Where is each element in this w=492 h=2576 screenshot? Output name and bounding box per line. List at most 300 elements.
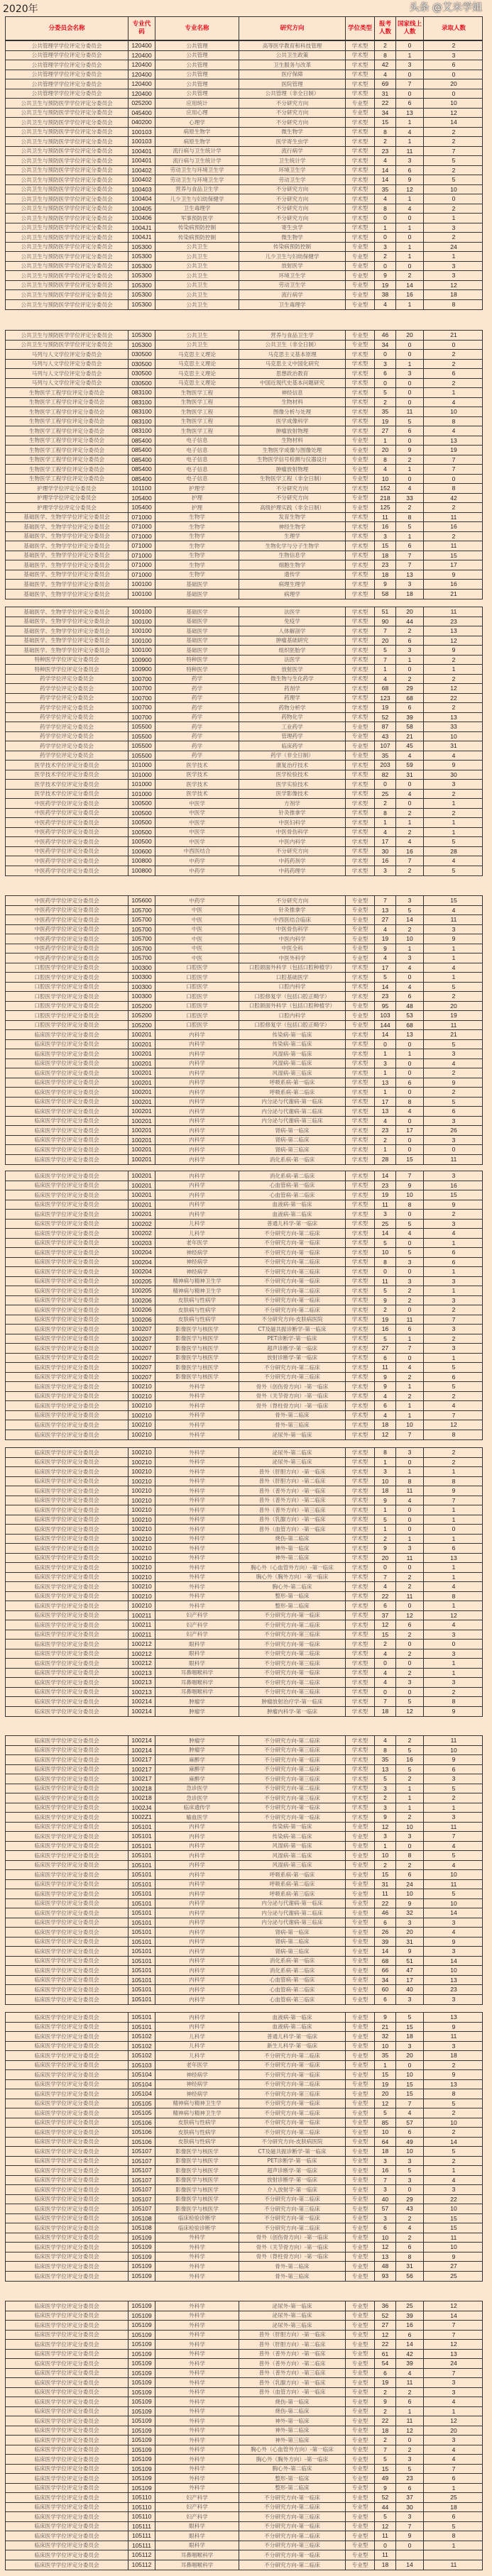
cell-direction: 心血管病-第三临床: [239, 1995, 345, 2005]
cell-committee: 临床医学学位评定分委员会: [34, 2167, 99, 2174]
cell-code: 083100: [128, 388, 155, 397]
cell-committee: 临床医学学位评定分委员会: [34, 1098, 99, 1105]
cell-major: 眼科学: [155, 1640, 239, 1649]
cell-admitted: 14: [423, 118, 483, 127]
cell-applicants: 2: [374, 799, 395, 808]
cell-above-line: 42: [395, 2350, 423, 2359]
cell-committee: 生物医学工程学位评定分委员会: [28, 437, 105, 444]
cell-applicants: 69: [374, 79, 395, 89]
cell-code: 100210: [128, 1496, 155, 1505]
cell-applicants: 103: [374, 1011, 395, 1020]
table-row: [6, 341, 482, 350]
cell-above-line: 20: [395, 607, 423, 617]
cell-applicants: 28: [374, 1155, 395, 1165]
cell-applicants: 3: [374, 2185, 395, 2194]
cell-code: 100201: [128, 1049, 155, 1058]
cell-direction: 生物材料: [239, 436, 345, 446]
cell-admitted: 6: [423, 1544, 483, 1553]
cell-degree-type: 学术型: [345, 1544, 374, 1553]
cell-admitted: 2: [423, 1068, 483, 1078]
cell-admitted: 9: [423, 761, 483, 770]
cell-admitted: 6: [423, 1107, 483, 1116]
cell-above-line: 15: [395, 1155, 423, 1165]
table-row: [6, 99, 482, 109]
cell-committee: 生物医学工程学位评定分委员会: [28, 465, 105, 472]
table-row: [6, 1136, 482, 1146]
cell-major: 皮肤病与性病学: [155, 1296, 239, 1305]
cell-admitted: 7: [423, 2369, 483, 2378]
cell-applicants: 51: [374, 607, 395, 617]
cell-major: 皮肤病与性病学: [155, 1305, 239, 1315]
cell-direction: 风湿病-第二临床: [239, 1851, 345, 1860]
cell-direction: 不分研究方向-第一临床: [239, 2118, 345, 2128]
cell-committee: 临床医学学位评定分委员会: [34, 2484, 99, 2492]
cell-code: 100100: [128, 607, 155, 617]
table-row: [6, 694, 482, 704]
cell-above-line: 6: [395, 166, 423, 175]
cell-committee: 口腔医学学位评定分委员会: [34, 1002, 99, 1010]
cell-degree-type: 专业型: [345, 2550, 374, 2560]
cell-degree-type: 学术型: [345, 703, 374, 712]
cell-direction: 组织胚胎学: [239, 646, 345, 655]
cell-direction: 不分研究方向-第三临床: [239, 1793, 345, 1803]
cell-applicants: 8: [374, 1746, 395, 1755]
cell-degree-type: 专业型: [345, 1937, 374, 1947]
cell-admitted: 10: [423, 2243, 483, 2252]
cell-applicants: 0: [374, 1659, 395, 1668]
cell-major: 基础医学: [155, 617, 239, 626]
cell-above-line: 7: [395, 1171, 423, 1181]
cell-applicants: 218: [374, 494, 395, 503]
cell-degree-type: 专业型: [345, 2080, 374, 2089]
cell-admitted: 3: [423, 1277, 483, 1286]
cell-direction: 风湿病-第一临床: [239, 1049, 345, 1058]
table-row: [6, 2484, 482, 2494]
cell-direction: 骨外（创伤骨方向）-第一临床: [239, 1382, 345, 1391]
cell-major: 影像医学与核医学: [155, 1344, 239, 1353]
cell-major: 儿少卫生与妇幼保健学: [155, 194, 239, 204]
cell-code: 100201: [128, 1068, 155, 1078]
cell-committee: 临床医学学位评定分委员会: [34, 2465, 99, 2472]
cell-degree-type: 学术型: [345, 426, 374, 436]
header-direction: 研究方向: [239, 17, 345, 40]
cell-degree-type: 学术型: [345, 590, 374, 599]
cell-major: 外科学: [155, 2262, 239, 2271]
cell-major: 公共管理: [155, 51, 239, 60]
cell-above-line: 2: [395, 271, 423, 280]
cell-code: 100213: [128, 1669, 155, 1678]
cell-major: 中医: [155, 906, 239, 915]
table-section: [5, 1735, 483, 2005]
cell-committee: 临床医学学位评定分委员会: [34, 1088, 99, 1095]
cell-committee: 基础医学、生物学学位评定分委员会: [23, 552, 110, 559]
cell-direction: 内分泌与代谢病-第一临床: [239, 1899, 345, 1908]
table-row: [6, 1344, 482, 1354]
cell-admitted: 2: [423, 809, 483, 818]
cell-direction: 针灸推拿学: [239, 906, 345, 915]
cell-committee: 临床医学学位评定分委员会: [34, 1191, 99, 1198]
cell-admitted: 8: [423, 1592, 483, 1601]
cell-committee: 临床医学学位评定分委员会: [34, 1640, 99, 1647]
cell-committee: 临床医学学位评定分委员会: [34, 2081, 99, 2088]
cell-applicants: 20: [374, 2089, 395, 2099]
cell-code: 100203: [128, 1239, 155, 1248]
cell-above-line: 1: [395, 51, 423, 60]
cell-direction: 泌尿外-第一临床: [239, 2301, 345, 2311]
cell-code: 105109: [128, 2445, 155, 2455]
cell-major: 内科学: [155, 2013, 239, 2022]
table-row: [6, 1098, 482, 1107]
cell-code: 105109: [128, 2378, 155, 2387]
cell-degree-type: 专业型: [345, 2426, 374, 2436]
cell-committee: 临床医学学位评定分委员会: [34, 2234, 99, 2241]
table-row: [6, 1870, 482, 1880]
cell-admitted: 1: [423, 214, 483, 223]
cell-committee: 中医药学学位评定分委员会: [34, 809, 99, 817]
cell-applicants: 4: [374, 828, 395, 837]
cell-code: 105200: [128, 1011, 155, 1020]
cell-major: 内科学: [155, 1985, 239, 1994]
cell-direction: 泌尿外-第二临床: [239, 2311, 345, 2321]
cell-committee: 临床医学学位评定分委员会: [34, 1583, 99, 1590]
cell-admitted: 2: [423, 1088, 483, 1097]
cell-degree-type: 学术型: [345, 1145, 374, 1154]
cell-degree-type: 学术型: [345, 156, 374, 165]
cell-above-line: 0: [395, 1145, 423, 1154]
cell-above-line: 6: [395, 703, 423, 712]
cell-applicants: 4: [374, 1117, 395, 1126]
cell-admitted: 30: [423, 770, 483, 780]
cell-applicants: 1: [374, 665, 395, 674]
cell-degree-type: 学术型: [345, 350, 374, 359]
cell-admitted: 15: [423, 896, 483, 905]
cell-major: 马克思主义理论: [155, 360, 239, 369]
cell-direction: 不分研究方向-第三临床: [239, 2204, 345, 2213]
table-row: [6, 1535, 482, 1544]
cell-above-line: 0: [395, 2185, 423, 2194]
cell-applicants: 35: [374, 2051, 395, 2060]
cell-above-line: 0: [395, 1688, 423, 1697]
cell-above-line: 4: [395, 1229, 423, 1238]
cell-degree-type: 学术型: [345, 1078, 374, 1088]
table-row: [6, 1746, 482, 1756]
cell-committee: 临床医学学位评定分委员会: [34, 1478, 99, 1485]
cell-major: 耳鼻咽喉科学: [155, 2550, 239, 2560]
table-row: [6, 2051, 482, 2061]
table-row: [6, 214, 482, 223]
cell-admitted: 5: [423, 1382, 483, 1391]
cell-committee: 临床医学学位评定分委员会: [34, 1137, 99, 1144]
cell-committee: 中医药学学位评定分委员会: [34, 954, 99, 961]
cell-major: 外科学: [155, 1515, 239, 1525]
cell-applicants: 87: [374, 722, 395, 731]
table-row: [6, 1659, 482, 1669]
cell-above-line: 0: [395, 1659, 423, 1668]
cell-degree-type: 专业型: [345, 2484, 374, 2493]
table-row: [6, 2080, 482, 2090]
cell-above-line: 8: [395, 513, 423, 522]
table-row: [6, 722, 482, 732]
cell-code: 100204: [128, 1267, 155, 1276]
cell-committee: 医学技术学位评定分委员会: [34, 771, 99, 778]
cell-direction: 中医骨伤科学: [239, 828, 345, 837]
cell-code: 083100: [128, 417, 155, 426]
cell-committee: 临床医学学位评定分委员会: [34, 1031, 99, 1038]
cell-direction: 神外-第二临床: [239, 1554, 345, 1563]
cell-above-line: 3: [395, 2176, 423, 2185]
cell-degree-type: 专业型: [345, 1947, 374, 1956]
cell-committee: 公共卫生与预防医学学位评定分委员会: [21, 128, 113, 136]
cell-above-line: 7: [395, 551, 423, 560]
cell-code: 100210: [128, 1420, 155, 1430]
cell-code: 105101: [128, 1995, 155, 2005]
cell-code: 100210: [128, 1430, 155, 1440]
table-row: [6, 513, 482, 523]
table-row: [6, 2512, 482, 2522]
cell-applicants: 31: [374, 1880, 395, 1889]
cell-applicants: 18: [374, 2426, 395, 2436]
cell-degree-type: 专业型: [345, 1908, 374, 1918]
cell-admitted: 12: [423, 684, 483, 693]
cell-admitted: 2: [423, 1305, 483, 1315]
cell-major: 马克思主义理论: [155, 379, 239, 388]
cell-code: 105106: [128, 2118, 155, 2128]
cell-above-line: 6: [395, 1078, 423, 1088]
cell-admitted: 3: [423, 1918, 483, 1928]
cell-applicants: 15: [374, 2465, 395, 2474]
cell-above-line: 2: [395, 2233, 423, 2243]
cell-major: 外科学: [155, 1496, 239, 1505]
cell-committee: 临床医学学位评定分委员会: [34, 1525, 99, 1532]
table-row: [6, 1611, 482, 1621]
cell-admitted: 8: [423, 2531, 483, 2541]
cell-admitted: 5: [423, 983, 483, 992]
cell-committee: 临床医学学位评定分委员会: [34, 1431, 99, 1438]
cell-above-line: 31: [395, 2262, 423, 2271]
cell-code: 105700: [128, 934, 155, 944]
cell-code: 105101: [128, 1880, 155, 1889]
cell-major: 肿瘤学: [155, 1746, 239, 1755]
cell-admitted: 1: [423, 2166, 483, 2175]
cell-degree-type: 学术型: [345, 166, 374, 175]
cell-degree-type: 学术型: [345, 828, 374, 837]
cell-above-line: 29: [395, 684, 423, 693]
table-row: [6, 2359, 482, 2369]
cell-major: 影像医学与核医学: [155, 2157, 239, 2166]
cell-committee: 口腔医学学位评定分委员会: [34, 1022, 99, 1029]
cell-committee: 临床医学学位评定分委员会: [34, 2446, 99, 2453]
table-row: [6, 1286, 482, 1296]
cell-degree-type: 专业型: [345, 2416, 374, 2426]
cell-above-line: 0: [395, 780, 423, 789]
cell-code: 030500: [128, 379, 155, 388]
cell-direction: 胸心外（心血管外方向）-第一临床: [239, 2445, 345, 2455]
cell-major: 内科学: [155, 1995, 239, 2005]
cell-direction: 风湿病-第三临床: [239, 1861, 345, 1870]
table-row: [6, 1477, 482, 1487]
cell-direction: 不分研究方向-第三临床: [239, 2089, 345, 2099]
cell-major: 基础医学: [155, 646, 239, 655]
cell-committee: 生物医学工程学位评定分委员会: [28, 446, 105, 453]
cell-direction: 不分研究方向: [239, 99, 345, 108]
cell-code: 100100: [128, 626, 155, 636]
cell-above-line: 10: [395, 1190, 423, 1200]
cell-above-line: 11: [395, 1554, 423, 1563]
cell-applicants: 4: [374, 675, 395, 684]
cell-direction: 不分研究方向-第一临床: [239, 2061, 345, 2070]
cell-direction: 超声诊断学-第一临床: [239, 1344, 345, 1353]
cell-direction: 不分研究方向-皮肤病医院: [239, 2138, 345, 2147]
cell-code: 100217: [128, 1765, 155, 1774]
cell-degree-type: 专业型: [345, 2455, 374, 2464]
cell-degree-type: 学术型: [345, 194, 374, 204]
cell-code: 100210: [128, 1515, 155, 1525]
cell-admitted: 21: [423, 1030, 483, 1039]
cell-direction: 不分研究方向-第三临床: [239, 1746, 345, 1755]
cell-code: 100207: [128, 1325, 155, 1334]
cell-applicants: 27: [374, 2321, 395, 2330]
cell-admitted: 2: [423, 790, 483, 799]
table-row: [6, 751, 482, 761]
cell-degree-type: 专业型: [345, 2407, 374, 2416]
cell-applicants: 1: [374, 1049, 395, 1058]
cell-admitted: 3: [423, 1171, 483, 1181]
cell-code: 100201: [128, 1030, 155, 1039]
cell-above-line: 1: [395, 532, 423, 541]
cell-above-line: 4: [395, 790, 423, 799]
cell-above-line: 5: [395, 522, 423, 531]
cell-committee: 临床医学学位评定分委员会: [34, 2147, 99, 2155]
cell-code: 105109: [128, 2331, 155, 2340]
cell-degree-type: 专业型: [345, 2397, 374, 2406]
cell-applicants: 2: [374, 1640, 395, 1649]
cell-above-line: 1: [395, 1803, 423, 1813]
cell-direction: 普外（乳腺方向）-第一临床: [239, 1515, 345, 1525]
cell-degree-type: 学术型: [345, 1401, 374, 1410]
cell-applicants: 5: [374, 388, 395, 397]
cell-degree-type: 学术型: [345, 656, 374, 665]
cell-applicants: 7: [374, 1697, 395, 1706]
cell-degree-type: 学术型: [345, 1793, 374, 1803]
cell-committee: 药学学位评定分委员会: [40, 675, 94, 682]
cell-committee: 临床医学学位评定分委员会: [34, 1172, 99, 1179]
cell-committee: 临床医学学位评定分委员会: [34, 2186, 99, 2193]
cell-direction: 卫生服务与改革: [239, 60, 345, 70]
cell-code: 100214: [128, 1707, 155, 1717]
cell-major: 应用统计: [155, 99, 239, 108]
cell-major: 内科学: [155, 1040, 239, 1049]
cell-direction: 药物化学: [239, 713, 345, 722]
cell-admitted: 10: [423, 407, 483, 416]
cell-admitted: 2: [423, 2157, 483, 2166]
cell-admitted: 1: [423, 973, 483, 982]
cell-code: 105108: [128, 2223, 155, 2233]
cell-applicants: 1: [374, 1145, 395, 1154]
cell-degree-type: 专业型: [345, 1976, 374, 1985]
table-row: [6, 2311, 482, 2321]
cell-direction: 不分研究方向-第一临床: [239, 1248, 345, 1257]
cell-committee: 临床医学学位评定分委员会: [34, 1862, 99, 1869]
cell-direction: 医院管理: [239, 79, 345, 89]
cell-admitted: 1: [423, 665, 483, 674]
cell-admitted: 14: [423, 2311, 483, 2321]
cell-code: 100212: [128, 1640, 155, 1649]
cell-major: 内科学: [155, 1823, 239, 1832]
cell-applicants: 4: [374, 1736, 395, 1745]
cell-major: 口腔医学: [155, 992, 239, 1001]
cell-code: 100406: [128, 214, 155, 223]
table-row: [6, 646, 482, 656]
cell-admitted: 13: [423, 2350, 483, 2359]
cell-above-line: 2: [395, 1736, 423, 1745]
cell-code: 105109: [128, 2407, 155, 2416]
cell-applicants: 5: [374, 2455, 395, 2464]
cell-code: 105109: [128, 2301, 155, 2311]
cell-committee: 公共卫生与预防医学学位评定分委员会: [21, 331, 113, 338]
cell-admitted: 11: [423, 607, 483, 617]
table-row: [6, 896, 482, 906]
cell-applicants: 152: [374, 484, 395, 493]
cell-committee: 药学学位评定分委员会: [40, 742, 94, 749]
cell-direction: 中药药理学: [239, 866, 345, 876]
table-row: [6, 560, 482, 570]
cell-above-line: 10: [395, 1889, 423, 1898]
cell-committee: 临床医学学位评定分委员会: [34, 1412, 99, 1419]
cell-admitted: 4: [423, 2176, 483, 2185]
cell-direction: 生物医学成像与图像处理: [239, 446, 345, 455]
cell-direction: 法医学: [239, 656, 345, 665]
table-row: [6, 1774, 482, 1784]
table-row: [6, 89, 482, 99]
cell-code: 120400: [128, 51, 155, 60]
cell-major: 劳动卫生与环境卫生学: [155, 175, 239, 184]
cell-direction: 药理学: [239, 694, 345, 703]
cell-applicants: 1: [374, 436, 395, 446]
cell-major: 外科学: [155, 1430, 239, 1440]
cell-degree-type: 学术型: [345, 1200, 374, 1210]
table-row: [6, 2445, 482, 2455]
cell-major: 外科学: [155, 1601, 239, 1610]
cell-above-line: 6: [395, 99, 423, 108]
cell-above-line: 3: [395, 580, 423, 589]
cell-code: 105112: [128, 2560, 155, 2570]
cell-degree-type: 专业型: [345, 1966, 374, 1975]
table-row: [6, 2474, 482, 2484]
cell-applicants: 44: [374, 2503, 395, 2512]
table-row: [6, 2233, 482, 2243]
cell-above-line: 2: [395, 2388, 423, 2397]
cell-code: 100103: [128, 128, 155, 137]
cell-major: 内科学: [155, 1870, 239, 1879]
table-row: [6, 703, 482, 713]
cell-above-line: 5: [395, 417, 423, 426]
cell-above-line: 2: [395, 809, 423, 818]
cell-degree-type: 学术型: [345, 675, 374, 684]
cell-code: 105101: [128, 1851, 155, 1860]
cell-above-line: 2: [395, 866, 423, 876]
cell-above-line: 2: [395, 1630, 423, 1640]
table-row: [6, 2138, 482, 2147]
table-row: [6, 360, 482, 370]
cell-applicants: 25: [374, 1220, 395, 1229]
cell-major: 生物医学工程: [155, 388, 239, 397]
cell-major: 内科学: [155, 1937, 239, 1947]
table-row: [6, 503, 482, 513]
cell-major: 特种医学: [155, 656, 239, 665]
table-row: [6, 1525, 482, 1535]
cell-direction: 普外（普外方向）-第二临床: [239, 1496, 345, 1505]
cell-direction: 口腔内科学: [239, 983, 345, 992]
